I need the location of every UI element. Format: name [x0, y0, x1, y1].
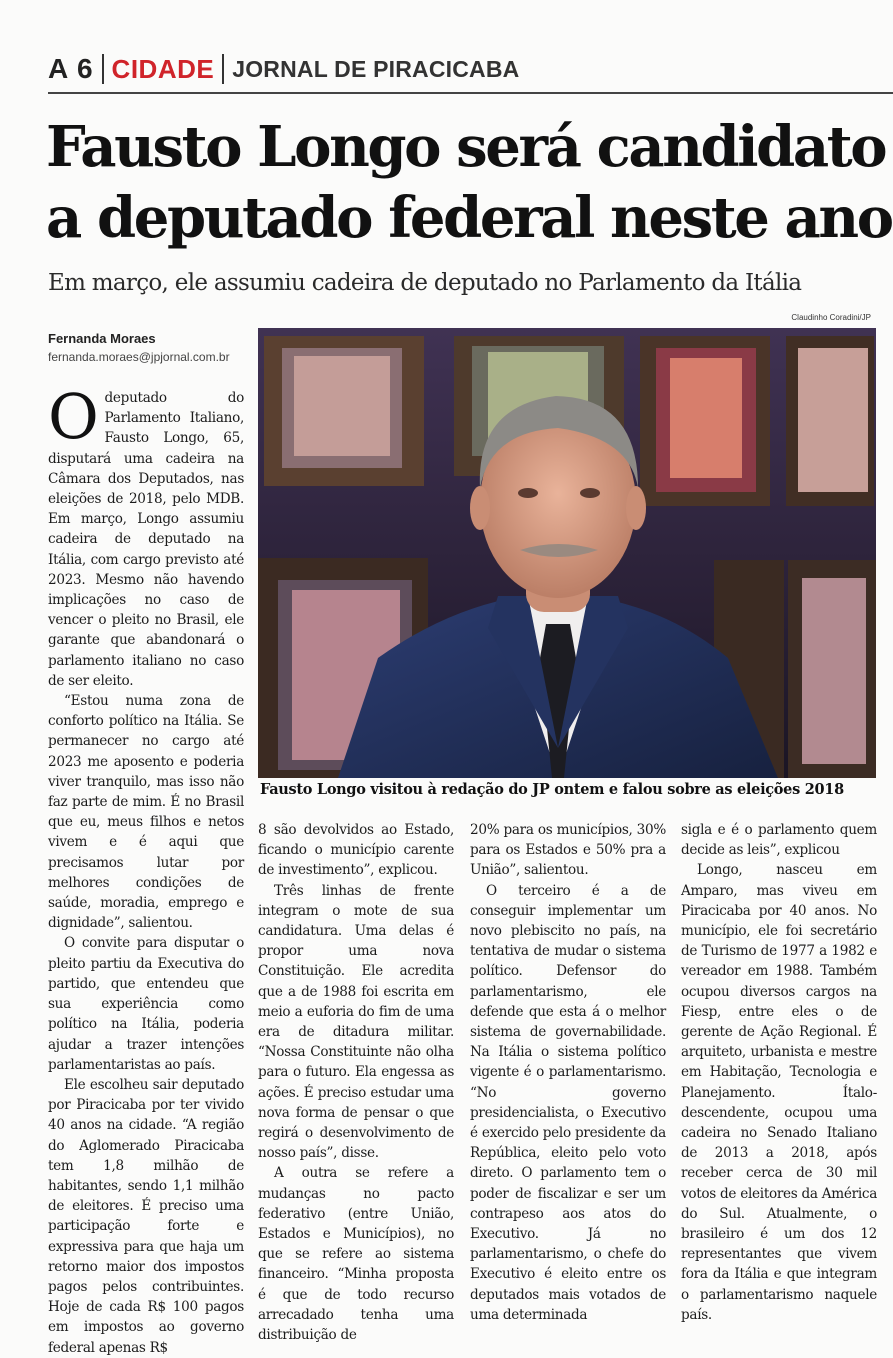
byline	[48, 331, 248, 364]
portrait-illustration	[258, 328, 876, 778]
paragraph: “Estou numa zona de conforto político na Itália. Se permanecer no cargo até 2023 me aposento e poderia viver tranquilo, mas isso não faz parte de mim. É no Brasil que eu, meus filhos e netos vivem e é aqui que precisamos lutar por melhores condições de saúde, moradia, emprego e dignidade”, salientou.	[48, 693, 244, 932]
article-column-3	[470, 820, 666, 1325]
headline	[46, 112, 892, 254]
author-name: Fernanda Moraes	[48, 331, 156, 346]
paragraph: Três linhas de frente integram o mote de sua candidatura. Uma delas é propor uma nova Constituição. Ele acredita que a de 1988 foi escrita em meio a euforia do fim de uma era de ditadura militar. “Nossa Constituinte não olha para o futuro. Ela engessa as ações. É preciso estudar uma nova forma de pensar o que regirá o desenvolvimento de nosso país”, disse.	[258, 882, 454, 1162]
article-column-4	[681, 820, 877, 1325]
paragraph: 8 são devolvidos ao Estado, ficando o município carente de investimento”, explicou.	[258, 822, 454, 879]
section-name: CIDADE	[111, 53, 215, 84]
paragraph: Longo, nasceu em Amparo, mas viveu em Piracicaba por 40 anos. No município, ele foi secretário de Turismo de 1977 a 1982 e vereador em 1988. Também ocupou diversos cargos na Fiesp, entre eles o de gerente de Ação Regional. É arquiteto, urbanista e mestre em Habitação, Tecnologia e Planejamento. Ítalo-descendente, ocupou uma cadeira no Senado Italiano de 2013 a 2018, após receber cerca de 30 mil votos de eleitores da América do Sul. Atualmente, o brasileiro é um dos 12 representantes que vivem fora da Itália e que integram o parlamentarismo naquele país.	[681, 862, 877, 1323]
header-rule	[48, 92, 893, 94]
page-header	[48, 50, 520, 88]
headline-line: a deputado federal neste ano	[46, 185, 892, 251]
header-divider	[102, 54, 104, 84]
paragraph: sigla e é o parlamento quem decide as leis”, explicou	[681, 822, 877, 859]
photo-caption: Fausto Longo visitou à redação do JP ontem e falou sobre as eleições 2018	[260, 781, 844, 798]
article-column-2	[258, 820, 454, 1345]
drop-cap: O	[48, 380, 99, 453]
header-divider	[222, 54, 224, 84]
paragraph: 20% para os municípios, 30% para os Estados e 50% pra a União”, salientou.	[470, 822, 666, 879]
photo-credit: Claudinho Coradini/JP	[791, 313, 871, 322]
newspaper-name: JORNAL DE PIRACICABA	[232, 55, 520, 82]
article-photo	[258, 328, 876, 778]
subheadline: Em março, ele assumiu cadeira de deputado no Parlamento da Itália	[48, 270, 802, 296]
paragraph: deputado do Parlamento Italiano, Fausto Longo, 65, disputará uma cadeira na Câmara dos Deputados, nas eleições de 2018, pelo MDB. Em março, Longo assumiu cadeira de deputado na Itália, com cargo previsto até 2023. Mesmo não havendo implicações no caso de vencer o pleito no Brasil, ele garante que abandonará o parlamento italiano no caso de ser eleito.	[48, 390, 244, 689]
article-column-1	[48, 380, 244, 1358]
paragraph: A outra se refere a mudanças no pacto federativo (entre União, Estados e Municípios), no que se refere ao sistema financeiro. “Minha proposta é que de todo recurso arrecadado tenha uma distribuição de	[258, 1165, 454, 1344]
paragraph: Ele escolheu sair deputado por Piracicaba por ter vivido 40 anos na cidade. “A região do Aglomerado Piracicaba tem 1,8 milhão de habitantes, sendo 1,1 milhão de eleitores. É preciso uma participação forte e expressiva para que haja um retorno maior dos impostos pagos pelos contribuintes. Hoje de cada R$ 100 pagos em impostos ao governo federal apenas R$	[48, 1076, 244, 1356]
headline-line: Fausto Longo será candidato	[46, 114, 886, 180]
page-number: A 6	[48, 53, 94, 84]
author-email: fernanda.moraes@jpjornal.com.br	[48, 350, 230, 364]
paragraph: O terceiro é a de conseguir implementar um novo plebiscito no país, na tentativa de mudar o sistema político. Defensor do parlamentarismo, ele defende que esta á o melhor sistema de governabilidade. Na Itália o sistema político vigente é o parlamentarismo. “No governo presidencialista, o Executivo é exercido pelo presidente da República, eleito pelo voto direto. O parlamento tem o poder de fiscalizar e ser um contrapeso aos atos do Executivo. Já no parlamentarismo, o chefe do Executivo é eleito entre os deputados mais votados de uma determinada	[470, 882, 666, 1323]
paragraph: O convite para disputar o pleito partiu da Executiva do partido, que entendeu que sua experiência como político na Itália, poderia ajudar a trazer intenções parlamentaristas ao país.	[48, 935, 244, 1073]
